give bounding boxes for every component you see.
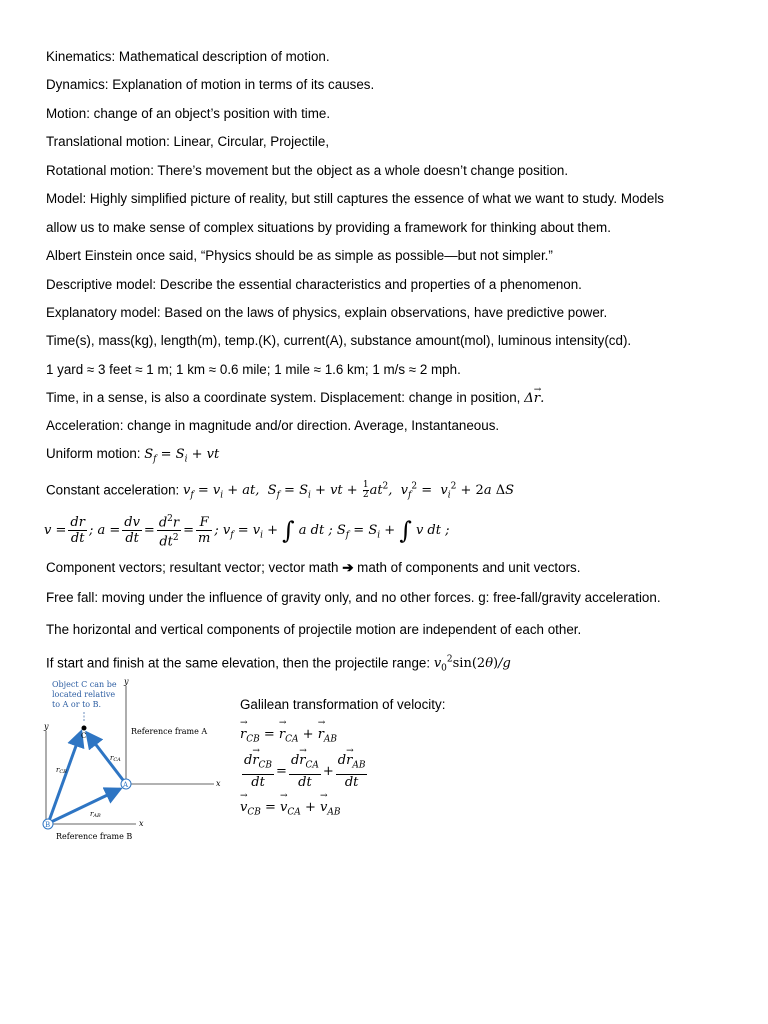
galilean-title: Galilean transformation of velocity: bbox=[240, 697, 446, 712]
galilean-section bbox=[240, 697, 446, 818]
point-b-label: B bbox=[45, 821, 51, 829]
caption-top-1: Object C can be bbox=[52, 680, 117, 689]
label-r-ab: rAB bbox=[90, 810, 101, 819]
line-dynamics: Dynamics: Explanation of motion in terms of its causes. bbox=[46, 77, 375, 92]
point-c-label: C bbox=[81, 732, 87, 740]
line-range-text: If start and finish at the same elevation, then the projectile range: bbox=[46, 655, 434, 671]
line-constant bbox=[46, 479, 514, 504]
line-explanatory: Explanatory model: Based on the laws of physics, explain observations, have predictive power. bbox=[46, 305, 608, 320]
frame-a-label: Reference frame A bbox=[131, 727, 208, 736]
line-constant-text: Constant acceleration: bbox=[46, 482, 183, 498]
line-motion: Motion: change of an object’s position with time. bbox=[46, 106, 331, 121]
line-range bbox=[46, 652, 511, 677]
arrow-right-icon: ➔ bbox=[342, 560, 354, 575]
calculus-formulas: v = $\frac{dr}{dt}$ ; a = $\frac{dv}{dt}$ = $\frac{d^2r}{dt^2}$ = $\frac{F}{m}$ ; $v_f = v_i$ + ∫ a dt ; $S_f = S_i$ + ∫ v dt ; bbox=[44, 514, 450, 550]
line-translational: Translational motion: Linear, Circular, Projectile, bbox=[46, 134, 330, 149]
frame-b-label: Reference frame B bbox=[56, 832, 133, 841]
line-acceleration: Acceleration: change in magnitude and/or direction. Average, Instantaneous. bbox=[46, 418, 500, 433]
line-rotational: Rotational motion: There’s movement but the object as a whole doesn’t change position. bbox=[46, 163, 569, 178]
caption-top-3: to A or to B. bbox=[52, 700, 102, 709]
frame-b-y-label: y bbox=[44, 722, 49, 731]
galilean-velocity-eq: → $v_{CB}$ = → $v_{CA}$ + → $v_{AB}$ bbox=[240, 800, 340, 818]
reference-frames-diagram bbox=[36, 676, 226, 846]
galilean-position-eq: → $r_{CB}$ = → $r_{CA}$ + → $r_{AB}$ bbox=[240, 727, 337, 745]
frame-a-y-label: y bbox=[124, 677, 129, 686]
line-component bbox=[46, 560, 580, 576]
line-uniform bbox=[46, 446, 219, 468]
line-descriptive: Descriptive model: Describe the essential characteristics and properties of a phenomenon. bbox=[46, 277, 582, 292]
uniform-motion-formula: $S_f = S_i$ + vt bbox=[144, 447, 220, 465]
line-einstein: Albert Einstein once said, “Physics should be as simple as possible—but not simpler.” bbox=[46, 248, 553, 263]
line-model-2: allow us to make sense of complex situations by providing a framework for thinking about them. bbox=[46, 220, 611, 235]
line-kinematics: Kinematics: Mathematical description of motion. bbox=[46, 49, 330, 64]
label-r-cb: rCB bbox=[56, 766, 67, 775]
line-time-text: Time, in a sense, is also a coordinate system. Displacement: change in position, bbox=[46, 390, 525, 405]
line-conversions: 1 yard ≈ 3 feet ≈ 1 m; 1 km ≈ 0.6 mile; 1 mile ≈ 1.6 km; 1 m/s ≈ 2 mph. bbox=[46, 362, 461, 377]
label-r-ca: rCA bbox=[110, 754, 121, 763]
frame-b-x-label: x bbox=[139, 819, 144, 828]
galilean-derivative-eq: $\frac{d\to r_{CB}}{dt}$ = $\frac{d\to r_{CA}}{dt}$ + $\frac{d\to r_{AB}}{dt}$ bbox=[240, 753, 369, 790]
caption-top-2: located relative bbox=[52, 690, 116, 699]
vector-r-ab bbox=[51, 789, 120, 822]
constant-acceleration-formula: $v_f = v_i$ + at, $S_f = S_i$ + vt + $\frac{1}{2}$ $at^2$, $v_f^2 = v_i^2 + 2a$ ΔS bbox=[182, 480, 515, 501]
line-model-1: Model: Highly simplified picture of reality, but still captures the essence of what we want to study. Models bbox=[46, 191, 664, 206]
point-c-dot bbox=[82, 726, 87, 731]
line-independent: The horizontal and vertical components of projectile motion are independent of each other. bbox=[46, 622, 582, 637]
line-uniform-text: Uniform motion: bbox=[46, 446, 145, 461]
range-formula: $v_0^2\sin(2\theta)/g$ bbox=[433, 655, 511, 674]
line-freefall: Free fall: moving under the influence of gravity only, and no other forces. g: free-fall/gravity acceleration. bbox=[46, 590, 661, 605]
line-component-text: Component vectors; resultant vector; vector math bbox=[46, 560, 343, 575]
point-a-label: A bbox=[123, 781, 129, 789]
line-time bbox=[46, 390, 544, 407]
vector-r-cb bbox=[49, 732, 81, 821]
line-component-suffix: math of components and unit vectors. bbox=[353, 560, 581, 575]
line-units: Time(s), mass(kg), length(m), temp.(K), current(A), substance amount(mol), luminous intensity(cd). bbox=[46, 333, 632, 348]
delta-r-formula: Δ→ r. bbox=[524, 391, 544, 406]
frame-a-x-label: x bbox=[216, 779, 221, 788]
